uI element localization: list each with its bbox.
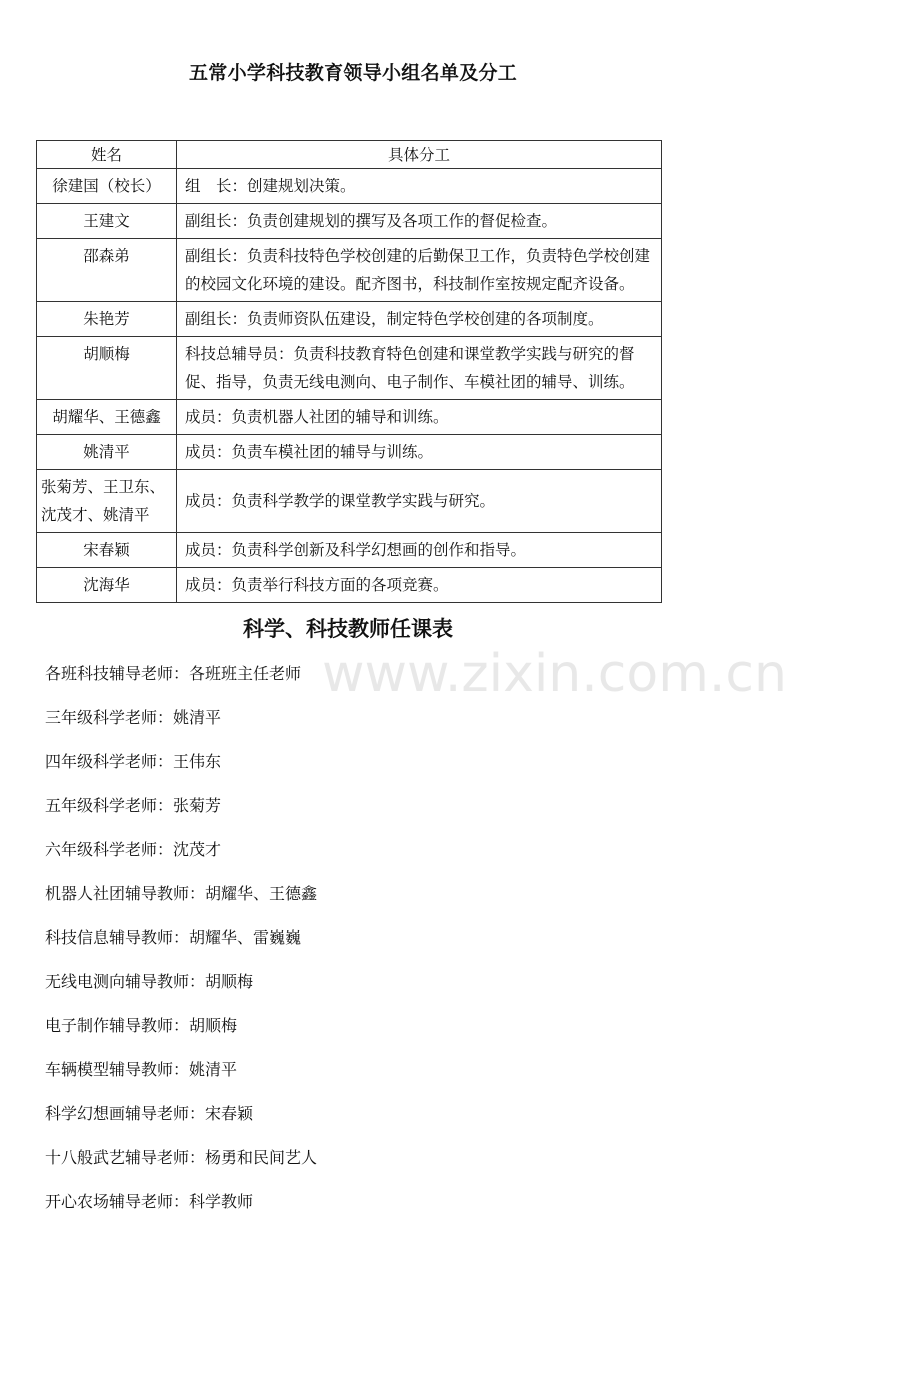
- member-name: 朱艳芳: [37, 302, 177, 337]
- leadership-roster-table: [36, 140, 662, 603]
- list-item: 科技信息辅导教师：胡耀华、雷巍巍: [45, 928, 302, 947]
- member-name: 王建文: [37, 204, 177, 239]
- member-name: 徐建国（校长）: [37, 169, 177, 204]
- list-item: 无线电测向辅导教师：胡顺梅: [45, 972, 254, 991]
- table-row: [37, 337, 662, 400]
- list-item: 五年级科学老师：张菊芳: [45, 796, 222, 815]
- member-name: 胡耀华、王德鑫: [37, 400, 177, 435]
- member-name: 胡顺梅: [37, 337, 177, 400]
- member-duty: 成员：负责科学创新及科学幻想画的创作和指导。: [177, 533, 662, 568]
- section-title: 科学、科技教师任课表: [243, 616, 453, 641]
- header-duty: 具体分工: [177, 141, 662, 169]
- member-duty: 成员：负责举行科技方面的各项竞赛。: [177, 568, 662, 603]
- member-duty: 成员：负责车模社团的辅导与训练。: [177, 435, 662, 470]
- list-item: 开心农场辅导老师：科学教师: [45, 1192, 254, 1211]
- list-item: 车辆模型辅导教师：姚清平: [45, 1060, 238, 1079]
- member-duty: 副组长：负责师资队伍建设，制定特色学校创建的各项制度。: [177, 302, 662, 337]
- member-duty: 成员：负责机器人社团的辅导和训练。: [177, 400, 662, 435]
- table-row: [37, 302, 662, 337]
- list-item: 四年级科学老师：王伟东: [45, 752, 222, 771]
- list-item: 机器人社团辅导教师：胡耀华、王德鑫: [45, 884, 318, 903]
- table-row: [37, 568, 662, 603]
- member-duty: 成员：负责科学教学的课堂教学实践与研究。: [177, 470, 662, 533]
- table-row: [37, 239, 662, 302]
- table-row: [37, 435, 662, 470]
- watermark: www.zixin.com.cn: [322, 644, 787, 704]
- table-row: [37, 204, 662, 239]
- member-name: 张菊芳、王卫东、沈茂才、姚清平: [37, 470, 177, 533]
- table-row: [37, 470, 662, 533]
- table-header-row: [37, 141, 662, 169]
- document-title: 五常小学科技教育领导小组名单及分工: [189, 62, 518, 84]
- table-row: [37, 533, 662, 568]
- member-name: 邵森弟: [37, 239, 177, 302]
- teacher-assignment-list: [45, 660, 317, 1232]
- member-name: 沈海华: [37, 568, 177, 603]
- table-row: [37, 169, 662, 204]
- member-name: 宋春颖: [37, 533, 177, 568]
- member-duty: 组 长：创建规划决策。: [177, 169, 662, 204]
- member-duty: 副组长：负责科技特色学校创建的后勤保卫工作，负责特色学校创建的校园文化环境的建设。配齐图书，科技制作室按规定配齐设备。: [177, 239, 662, 302]
- member-duty: 科技总辅导员：负责科技教育特色创建和课堂教学实践与研究的督促、指导，负责无线电测向、电子制作、车模社团的辅导、训练。: [177, 337, 662, 400]
- list-item: 电子制作辅导教师：胡顺梅: [45, 1016, 238, 1035]
- member-duty: 副组长：负责创建规划的撰写及各项工作的督促检查。: [177, 204, 662, 239]
- list-item: 十八般武艺辅导老师：杨勇和民间艺人: [45, 1148, 318, 1167]
- list-item: 六年级科学老师：沈茂才: [45, 840, 222, 859]
- list-item: 各班科技辅导老师：各班班主任老师: [45, 664, 302, 683]
- member-name: 姚清平: [37, 435, 177, 470]
- header-name: 姓名: [37, 141, 177, 169]
- list-item: 三年级科学老师：姚清平: [45, 708, 222, 727]
- table-row: [37, 400, 662, 435]
- list-item: 科学幻想画辅导老师：宋春颖: [45, 1104, 254, 1123]
